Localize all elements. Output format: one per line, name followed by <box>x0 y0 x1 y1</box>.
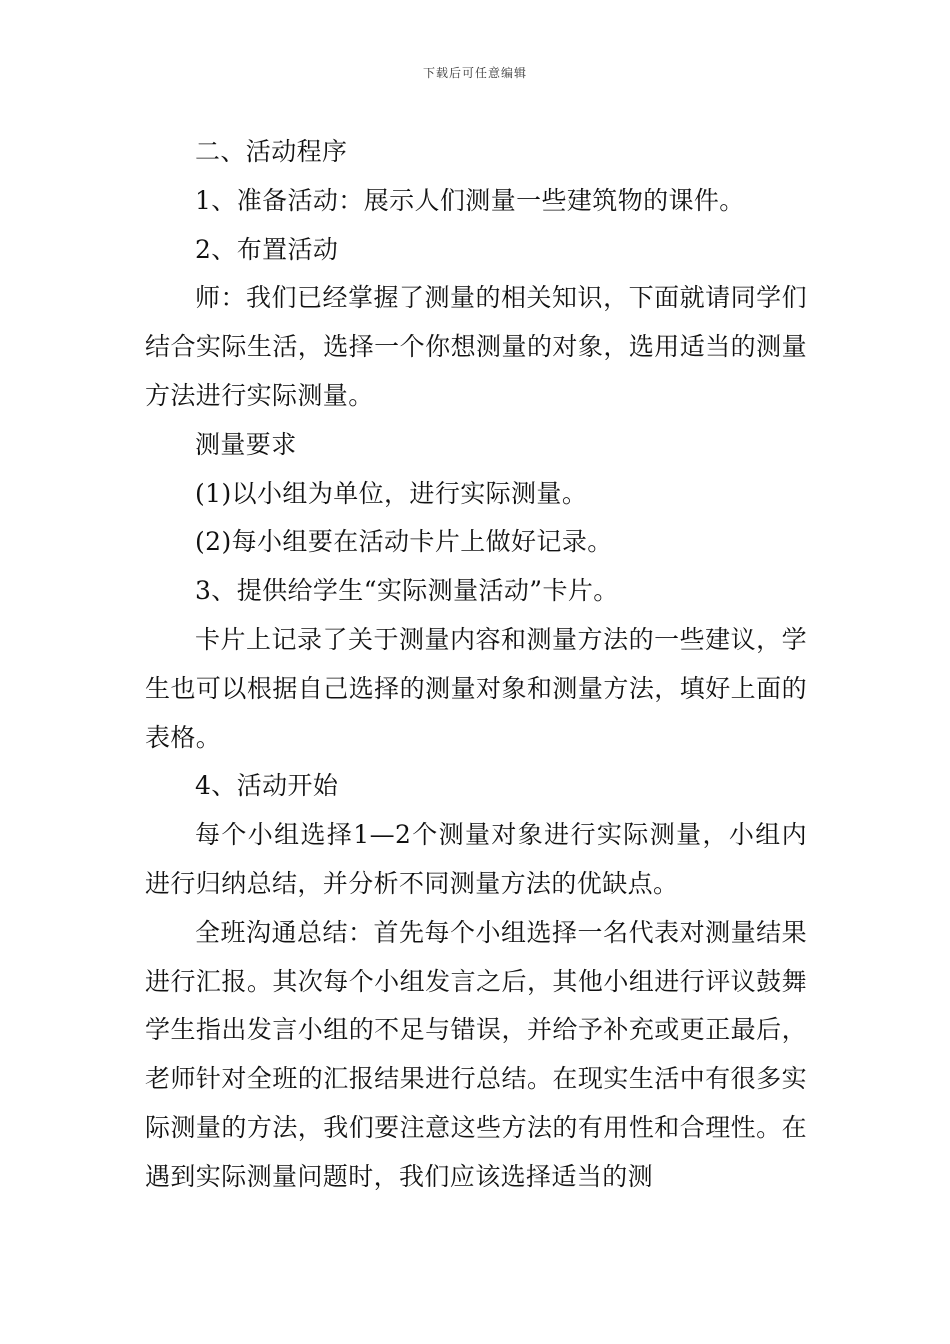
section-heading-activity-procedure: 二、活动程序 <box>195 137 348 166</box>
requirement-item-2: (2)每小组要在活动卡片上做好记录。 <box>195 527 613 557</box>
document-body <box>145 128 807 1202</box>
step-4-activity-start: 4、活动开始 <box>195 771 339 801</box>
requirement-item-1: (1)以小组为单位，进行实际测量。 <box>195 478 588 508</box>
group-measurement-paragraph: 每个小组选择1—2个测量对象进行实际测量，小组内进行归纳总结，并分析不同测量方法的优缺点。 <box>145 820 807 898</box>
measurement-requirements-heading: 测量要求 <box>195 429 297 459</box>
teacher-instruction-paragraph: 师：我们已经掌握了测量的相关知识，下面就请同学们结合实际生活，选择一个你想测量的对象，选用适当的测量方法进行实际测量。 <box>145 283 807 410</box>
card-description-paragraph: 卡片上记录了关于测量内容和测量方法的一些建议，学生也可以根据自己选择的测量对象和测量方法，填好上面的表格。 <box>145 624 807 752</box>
step-1-preparation: 1、准备活动：展示人们测量一些建筑物的课件。 <box>195 185 745 215</box>
class-summary-paragraph: 全班沟通总结：首先每个小组选择一名代表对测量结果进行汇报。其次每个小组发言之后，其他小组进行评议鼓舞学生指出发言小组的不足与错误，并给予补充或更正最后，老师针对全班的汇报结果进行总结。在现实生活中有很多实际测量的方法，我们要注意这些方法的有用性和合理性。在遇到实际测量问题时，我们应该选择适当的测 <box>145 917 807 1191</box>
step-2-arrange-activity: 2、布置活动 <box>195 234 339 264</box>
header-note: 下载后可任意编辑 <box>422 66 527 80</box>
step-3-provide-cards: 3、提供给学生“实际测量活动”卡片。 <box>195 576 619 606</box>
